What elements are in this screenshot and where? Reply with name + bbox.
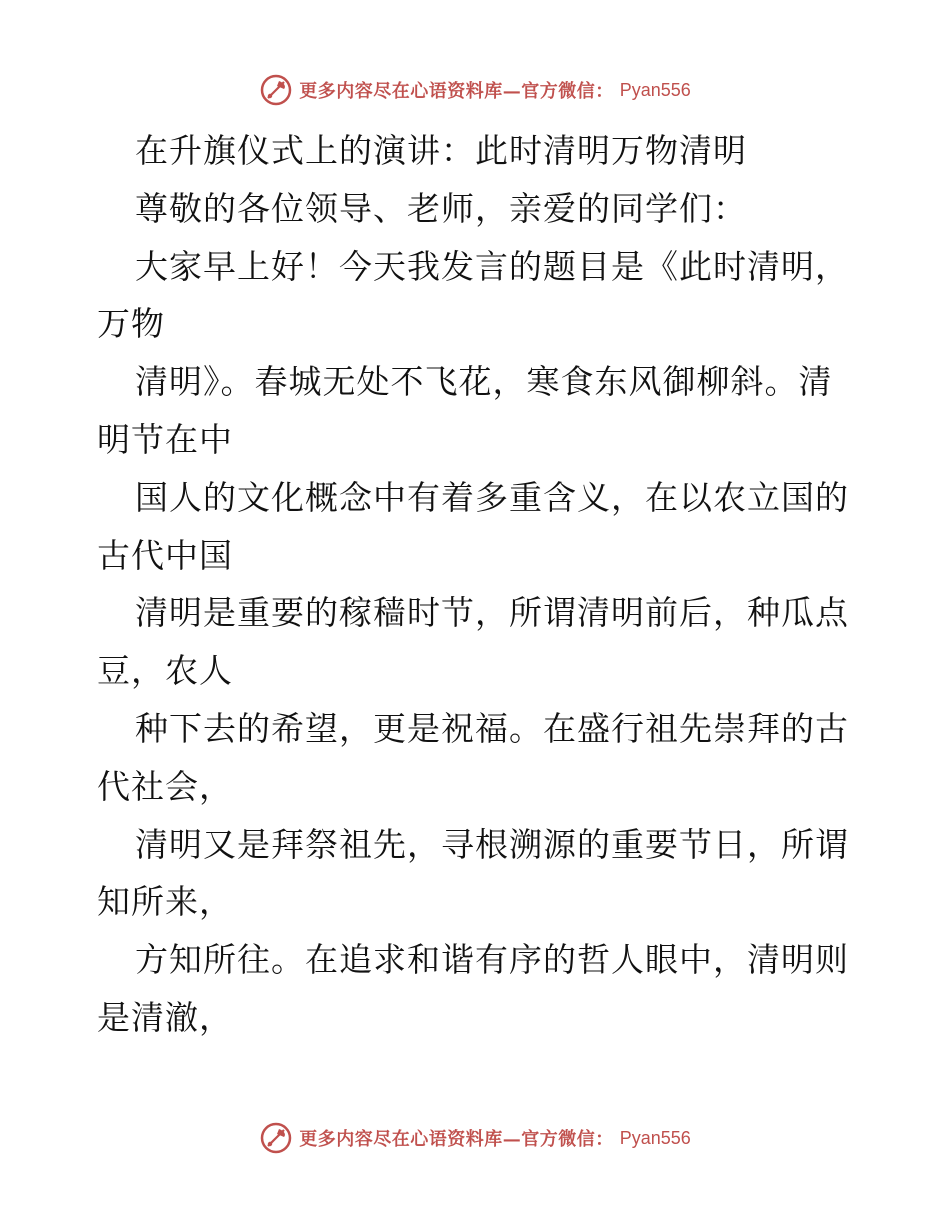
banner-wechat-handle: Pyan556 <box>619 79 691 100</box>
header-banner <box>0 70 950 110</box>
banner-text: 更多内容尽在心语资料库—官方微信： <box>299 81 614 102</box>
banner-text: 更多内容尽在心语资料库—官方微信： <box>299 1129 614 1150</box>
text-line: 知所来， <box>97 882 233 922</box>
footer-banner <box>0 1118 950 1158</box>
text-line: 国人的文化概念中有着多重含义，在以农立国的 <box>135 477 849 517</box>
document-body <box>97 122 857 1047</box>
quill-seal-icon <box>259 73 293 107</box>
text-line: 种下去的希望，更是祝福。在盛行祖先崇拜的古 <box>135 708 849 748</box>
text-line: 大家早上好！今天我发言的题目是《此时清明， <box>135 246 849 286</box>
text-line: 古代中国 <box>97 535 233 575</box>
text-line: 尊敬的各位领导、老师，亲爱的同学们： <box>135 188 747 228</box>
text-line: 豆，农人 <box>97 651 233 691</box>
text-line: 明节在中 <box>97 419 233 459</box>
text-line: 清明又是拜祭祖先，寻根溯源的重要节日，所谓 <box>135 824 849 864</box>
text-line: 代社会， <box>97 766 233 806</box>
quill-seal-icon <box>259 1121 293 1155</box>
text-line: 是清澈， <box>97 997 233 1037</box>
banner-wechat-handle: Pyan556 <box>619 1127 691 1148</box>
text-line: 清明》。春城无处不飞花，寒食东风御柳斜。清 <box>135 362 833 402</box>
text-line: 清明是重要的稼穑时节，所谓清明前后，种瓜点 <box>135 593 849 633</box>
text-line: 万物 <box>97 304 165 344</box>
text-line: 方知所往。在追求和谐有序的哲人眼中，清明则 <box>135 940 849 980</box>
text-line: 在升旗仪式上的演讲：此时清明万物清明 <box>135 131 747 170</box>
